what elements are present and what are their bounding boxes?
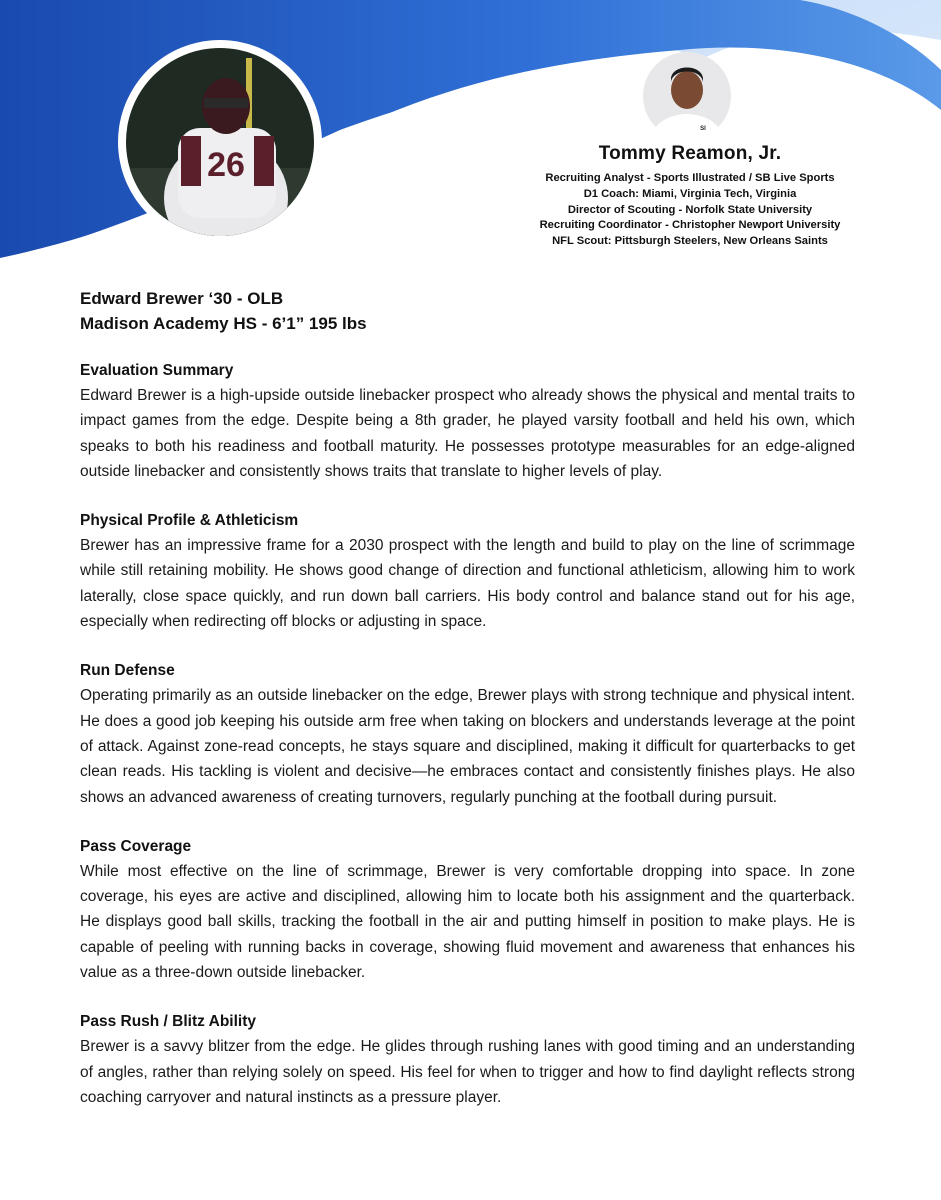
analyst-name: Tommy Reamon, Jr. bbox=[598, 143, 782, 164]
analyst-credential: Recruiting Coordinator - Christopher Newport University bbox=[539, 219, 841, 232]
analyst-credential: NFL Scout: Pittsburgh Steelers, New Orleans Saints bbox=[552, 235, 828, 248]
section-title: Pass Rush / Blitz Ability bbox=[80, 1013, 256, 1031]
section-pass-coverage bbox=[80, 834, 855, 985]
section-run-defense bbox=[80, 658, 855, 809]
player-photo-illustration bbox=[126, 48, 314, 236]
player-jersey-number: 26 bbox=[207, 146, 245, 184]
section-title: Pass Coverage bbox=[80, 837, 192, 855]
analyst-credential: Director of Scouting - Norfolk State University bbox=[567, 203, 813, 216]
evaluation-sections bbox=[80, 358, 855, 1134]
section-pass-rush bbox=[80, 1009, 855, 1110]
section-body: While most effective on the line of scrimmage, Brewer is very comfortable dropping into space. In zone coverage, his eyes are active and disciplined, allowing him to locate both his assignment and the quarterback. He displays good ball skills, tracking the football in the air and putting himself in position to make plays. He is capable of peeling with running backs in coverage, showing fluid movement and awareness that enhances his value as a three-down outside linebacker. bbox=[80, 862, 855, 982]
analyst-shirt-logo: SI bbox=[700, 126, 706, 132]
player-photo bbox=[118, 40, 322, 244]
prospect-school-measurables: Madison Academy HS - 6’1” 195 lbs bbox=[80, 314, 367, 333]
analyst-photo-illustration bbox=[643, 52, 731, 140]
analyst-credential: Recruiting Analyst - Sports Illustrated / SB Live Sports bbox=[545, 172, 835, 184]
section-body: Brewer has an impressive frame for a 2030 prospect with the length and build to play on the line of scrimmage while still retaining mobility. He shows good change of direction and functional athleticism, allowing him to work laterally, close space quickly, and run down ball carriers. His body control and balance stand out for his age, especially when redirecting off blocks or adjusting in space. bbox=[80, 537, 855, 631]
section-title: Physical Profile & Athleticism bbox=[80, 512, 299, 530]
prospect-heading bbox=[80, 286, 367, 336]
section-body: Operating primarily as an outside linebacker on the edge, Brewer plays with strong technique and physical intent. He does a good job keeping his outside arm free when taking on blockers and understands leverage at the point of attack. Against zone-read concepts, he stays square and disciplined, making it difficult for quarterbacks to get clean reads. His tackling is violent and decisive—he embraces contact and consistently finishes plays. He also shows an advanced awareness of creating turnovers, regularly punching at the football during pursuit. bbox=[80, 687, 855, 806]
analyst-photo bbox=[643, 52, 731, 140]
analyst-credential: D1 Coach: Miami, Virginia Tech, Virginia bbox=[583, 187, 797, 200]
section-physical-profile bbox=[80, 508, 855, 634]
section-body: Edward Brewer is a high-upside outside linebacker prospect who already shows the physical and mental traits to impact games from the edge. Despite being a 8th grader, he played varsity football and held his own, which speaks to both his readiness and football maturity. He possesses prototype measurables for an edge-aligned outside linebacker and consistently shows traits that translate to higher levels of play. bbox=[80, 387, 855, 480]
section-body: Brewer is a savvy blitzer from the edge. He glides through rushing lanes with good timing and an understanding of angles, rather than relying solely on speed. His feel for when to trigger and how to find daylight reflects strong coaching carryover and natural instincts as a pressure player. bbox=[80, 1038, 855, 1106]
section-title: Run Defense bbox=[80, 662, 175, 680]
section-title: Evaluation Summary bbox=[80, 362, 234, 379]
analyst-info bbox=[490, 143, 890, 250]
section-evaluation-summary bbox=[80, 358, 855, 484]
prospect-name-position: Edward Brewer ‘30 - OLB bbox=[80, 289, 284, 308]
